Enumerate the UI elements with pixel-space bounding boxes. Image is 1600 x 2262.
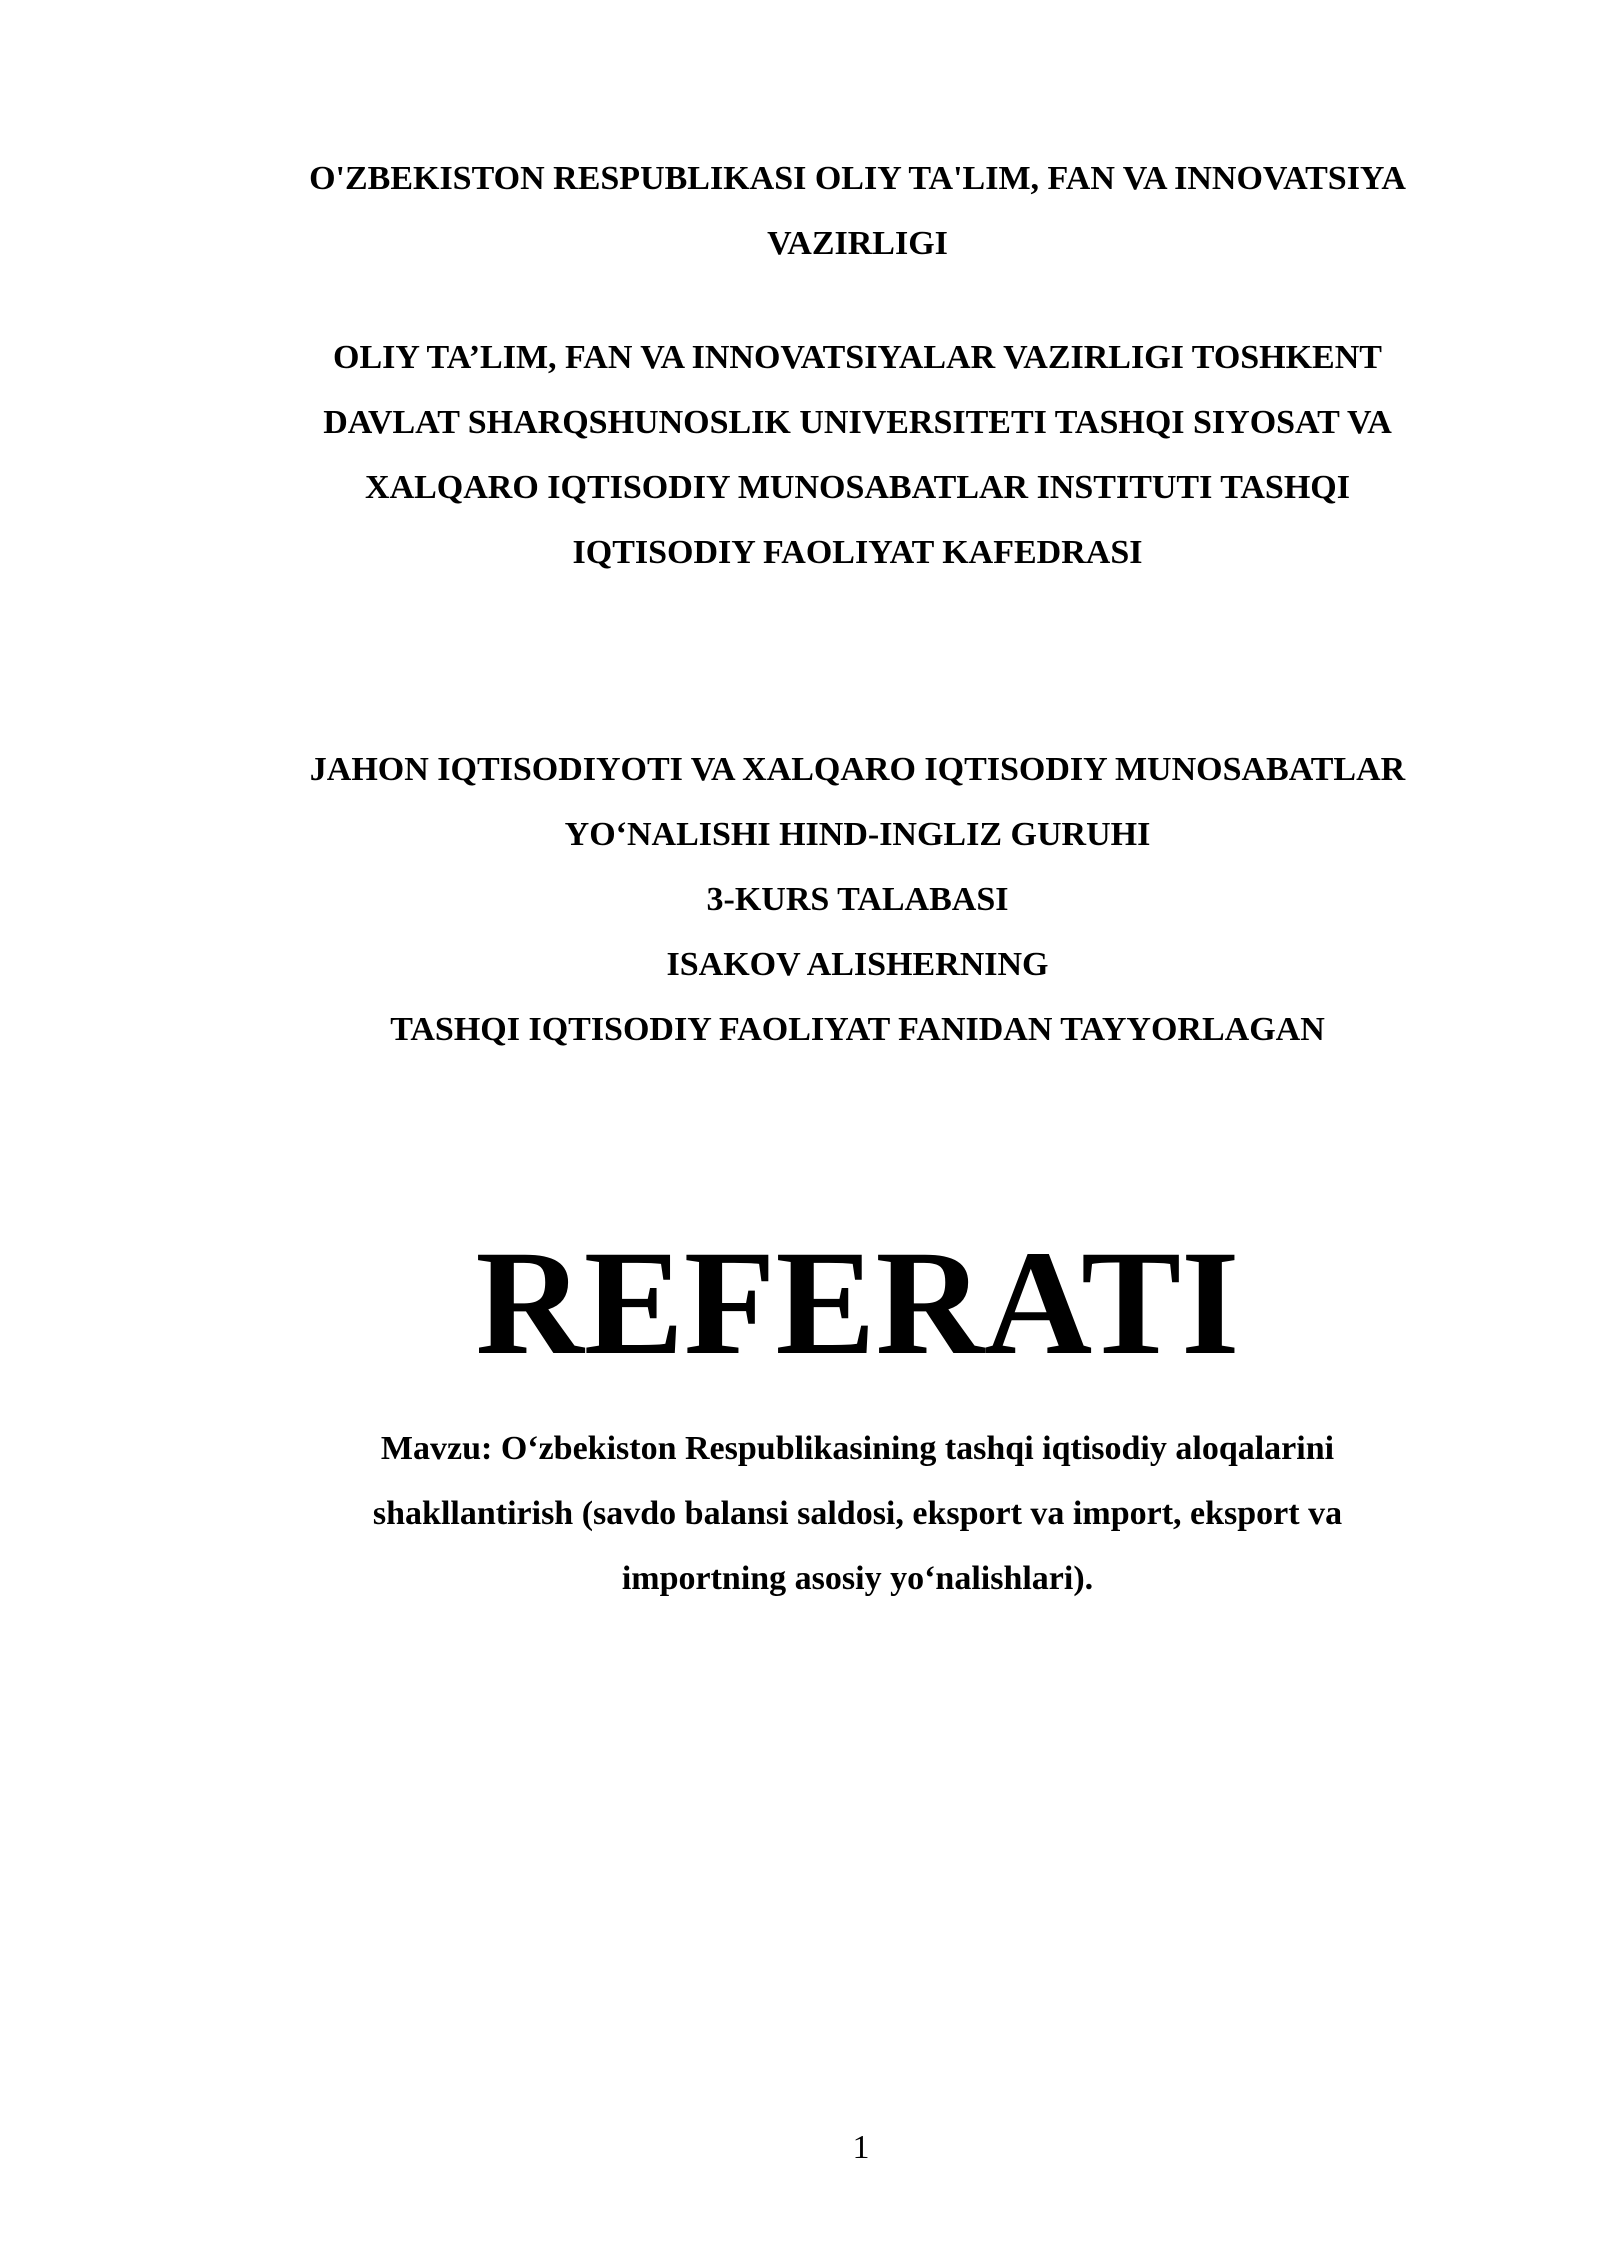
document-title: REFERATI <box>475 1220 1240 1386</box>
ministry-heading <box>220 146 1495 276</box>
ministry-heading-line: VAZIRLIGI <box>767 225 948 262</box>
student-info-line: 3-KURS TALABASI <box>706 881 1009 918</box>
student-info-line: TASHQI IQTISODIY FAOLIYAT FANIDAN TAYYORLAGAN <box>390 1011 1325 1048</box>
student-info <box>220 737 1495 1062</box>
student-info-line: ISAKOV ALISHERNING <box>666 946 1049 983</box>
university-heading-line: XALQARO IQTISODIY MUNOSABATLAR INSTITUTI TASHQI <box>365 469 1350 506</box>
university-heading-line: DAVLAT SHARQSHUNOSLIK UNIVERSITETI TASHQI SIYOSAT VA <box>323 404 1392 441</box>
university-heading-line: OLIY TA’LIM, FAN VA INNOVATSIYALAR VAZIRLIGI TOSHKENT <box>333 339 1382 376</box>
topic-line: importning asosiy yo‘nalishlari). <box>621 1560 1094 1597</box>
student-info-line: JAHON IQTISODIYOTI VA XALQARO IQTISODIY MUNOSABATLAR <box>309 751 1406 788</box>
topic-line: Mavzu: O‘zbekiston Respublikasining tashqi iqtisodiy aloqalarini <box>380 1430 1335 1467</box>
university-heading-line: IQTISODIY FAOLIYAT KAFEDRASI <box>572 534 1143 571</box>
student-info-line: YO‘NALISHI HIND-INGLIZ GURUHI <box>564 816 1151 853</box>
topic-line: shakllantirish (savdo balansi saldosi, eksport va import, eksport va <box>372 1495 1343 1532</box>
page-number: 1 <box>852 2129 870 2166</box>
topic-text <box>220 1416 1495 1611</box>
university-heading <box>220 325 1495 585</box>
ministry-heading-line: O'ZBEKISTON RESPUBLIKASI OLIY TA'LIM, FAN VA INNOVATSIYA <box>309 160 1406 197</box>
